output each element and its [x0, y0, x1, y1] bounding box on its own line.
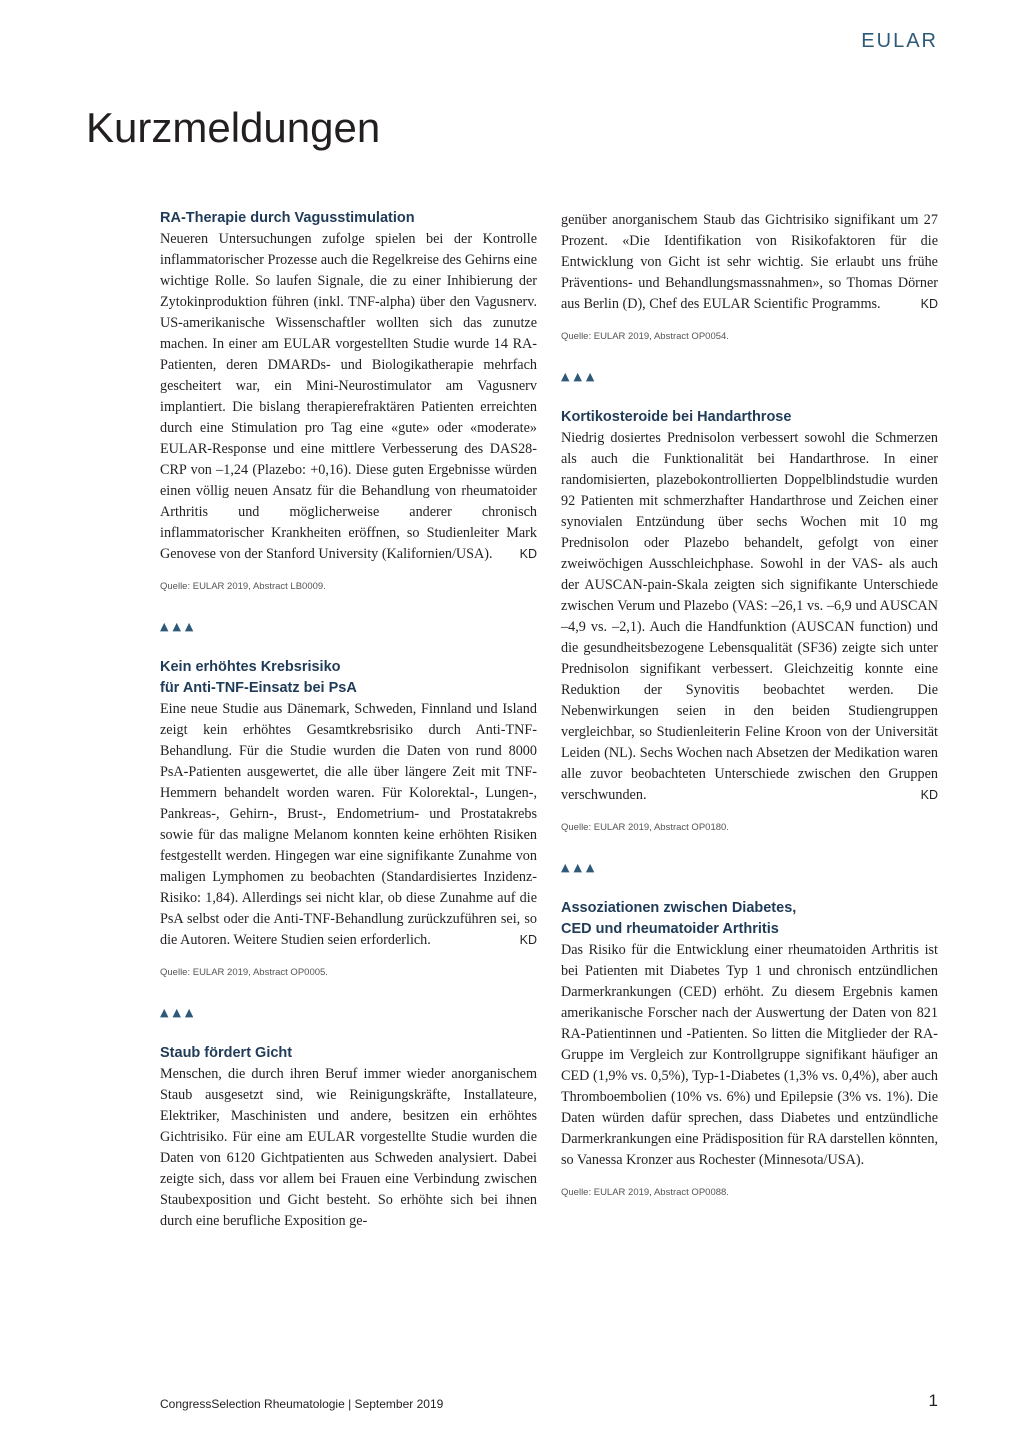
author-initials: KD [519, 547, 537, 561]
article-gicht-continued [561, 210, 938, 342]
article-title-line: für Anti-TNF-Einsatz bei PsA [160, 680, 357, 696]
left-column [160, 208, 537, 1232]
article-title: RA-Therapie durch Vagusstimulation [160, 210, 415, 226]
article-source: Quelle: EULAR 2019, Abstract OP0088. [561, 1187, 729, 1198]
article-body [160, 229, 537, 565]
article-body-text: Neueren Untersuchungen zufolge spielen bei der Kontrolle inflammatorischer Prozesse auch die Regelkreise des Gehirns eine wichtige Rolle. So laufen Signale, die zu einer Inhibierung der Zytokinproduktion führen (inkl. TNF-alpha) über den Vagusnerv. US-amerikanische Wissenschaftler wollten sich das zunutze machen. In einer am EULAR vorgestellten Studie wurde 14 RA-Patienten, deren DMARDs- und Biologikatherapie mehrfach gescheitert war, ein Mini-Neurostimulator am Vagusnerv implantiert. Die bislang therapierefraktären Patienten erreichten durch eine Stimulation pro Tag eine «gute» oder «moderate» EULAR-Response und eine mittlere Verbesserung des DAS28-CRP von –1,24 (Plazebo: +0,16). Diese guten Ergebnisse würden einen völlig neuen Ansatz für die Behandlung von rheumatoider Arthritis und möglicherweise anderer chronisch inflammatorischer Krankheiten eröffnen, so Studienleiter Mark Genovese von der Stanford University (Kalifornien/USA). [160, 231, 538, 562]
article-body [160, 699, 537, 951]
article-title [160, 657, 537, 699]
right-column [561, 210, 938, 1198]
section-divider-icon: ▲▲▲ [160, 1006, 198, 1019]
article-diabetes [561, 898, 938, 1198]
article-handarthrose [561, 407, 938, 833]
article-title-line: Kein erhöhtes Krebsrisiko [160, 659, 341, 675]
article-body: Menschen, die durch ihren Beruf immer wieder anorganischem Staub ausgesetzt sind, wie Reinigungskräfte, Installateure, Elektriker, Maschinisten und andere, besitzen ein erhöhtes Gichtrisiko. Für eine am EULAR vorgestellte Studie wurden die Daten von 6120 Gichtpatienten aus Schweden analysiert. Dabei zeigte sich, dass vor allem bei Frauen eine Verbindung zwischen Staubexposition und Gicht besteht. So erhöhte sich bei ihnen durch eine berufliche Exposition ge- [160, 1066, 537, 1229]
article-vagus [160, 208, 537, 592]
article-title [561, 898, 938, 940]
article-body-text: Eine neue Studie aus Dänemark, Schweden, Finnland und Island zeigt kein erhöhtes Gesamtkrebsrisiko durch Anti-TNF-Behandlung. Für die Studie wurden die Daten von rund 8000 PsA-Patienten ausgewertet, die alle über längere Zeit mit TNF-Hemmern behandelt worden waren. Für Kolorektal-, Lungen-, Pankreas-, Gehirn-, Brust-, Endometrium- und Prostatakrebs sowie für das maligne Melanom konnten keine erhöhten Risiken festgestellt werden. Hingegen war eine signifikante Zunahme von maligen Lymphomen zu beobachten (Standardisiertes Inzidenz-Risiko: 1,84). Allerdings sei nicht klar, ob diese Zunahme auf die PsA selbst oder die Anti-TNF-Behandlung zurückzuführen sei, so die Autoren. Weitere Studien seien erforderlich. [160, 701, 537, 948]
article-body-text: genüber anorganischem Staub das Gichtrisiko signifikant um 27 Prozent. «Die Identifikation von Risikofaktoren für die Entwicklung von Gicht ist sehr wichtig. Sie erlaubt uns frühe Präventions- und Behandlungsmassnahmen», so Thomas Dörner aus Berlin (D), Chef des EULAR Scientific Programms. [561, 212, 938, 312]
article-title-line: Assoziationen zwischen Diabetes, [561, 900, 797, 916]
article-title: Kortikosteroide bei Handarthrose [561, 409, 792, 425]
article-gicht [160, 1043, 537, 1232]
article-title-line: CED und rheumatoider Arthritis [561, 921, 779, 937]
article-source: Quelle: EULAR 2019, Abstract LB0009. [160, 581, 326, 592]
article-source: Quelle: EULAR 2019, Abstract OP0180. [561, 822, 729, 833]
author-initials: KD [519, 933, 537, 947]
page-number: 1 [928, 1391, 938, 1410]
article-source: Quelle: EULAR 2019, Abstract OP0054. [561, 331, 729, 342]
article-body: Das Risiko für die Entwicklung einer rheumatoiden Arthritis ist bei Patienten mit Diabetes Typ 1 und chronisch entzündlichen Darmerkrankungen (CED) erhöht. Zu diesem Ergebnis kamen amerikanische Forscher nach der Auswertung der Daten von 821 RA-Patientinnen und -Patienten. So litten die Mitglieder der RA-Gruppe im Vergleich zur Kontrollgruppe signifikant häufiger an CED (1,9% vs. 0,5%), Typ-1-Diabetes (1,3% vs. 0,4%), aber auch Thromboembolien (10% vs. 6%) und Epilepsie (3% vs. 1%). Die Daten würden dafür sprechen, dass Diabetes und entzündliche Darmerkrankungen eine Prädisposition für RA darstellen könnten, so Vanessa Kronzer aus Rochester (Minnesota/USA). [561, 942, 938, 1168]
footer-publication: CongressSelection Rheumatologie | September 2019 [160, 1397, 444, 1411]
author-initials: KD [920, 297, 938, 311]
section-label: EULAR [861, 30, 938, 52]
section-divider-icon: ▲▲▲ [561, 370, 599, 383]
article-body [561, 210, 938, 315]
article-body [561, 428, 938, 806]
page-title: Kurzmeldungen [86, 104, 381, 151]
article-source: Quelle: EULAR 2019, Abstract OP0005. [160, 967, 328, 978]
article-body-text: Niedrig dosiertes Prednisolon verbessert sowohl die Schmerzen als auch die Funktionalität bei Handarthrose. In einer randomisierten, plazebokontrollierten Doppelblindstudie wurden 92 Patienten mit schmerzhafter Handarthrose und Zeichen einer synovialen Entzündung über sechs Wochen mit 10 mg Prednisolon oder Plazebo behandelt, gefolgt von einer zweiwöchigen Ausschleichphase. Sowohl in der VAS- als auch der AUSCAN-pain-Skala zeigten sich signifikante Unterschiede zwischen Verum und Plazebo (VAS: –26,1 vs. –6,9 und AUSCAN –4,9 vs. –2,1). Auch die Handfunktion (AUSCAN function) und die gesundheitsbezogene Lebensqualität (SF36) zeigte sich unter Prednisolon signifikant verbessert. Gleichzeitig konnte eine Reduktion der Synovitis beobachtet werden. Die Nebenwirkungen seien in den beiden Studiengruppen vergleichbar, so Studienleiterin Feline Kroon von der Universität Leiden (NL). Sechs Wochen nach Absetzen der Medikation waren alle zuvor beobachteten Unterschiede zwischen den Gruppen verschwunden. [561, 430, 938, 803]
article-krebsrisiko [160, 657, 537, 978]
author-initials: KD [920, 788, 938, 802]
section-divider-icon: ▲▲▲ [160, 620, 198, 633]
article-title: Staub fördert Gicht [160, 1045, 293, 1061]
section-divider-icon: ▲▲▲ [561, 861, 599, 874]
